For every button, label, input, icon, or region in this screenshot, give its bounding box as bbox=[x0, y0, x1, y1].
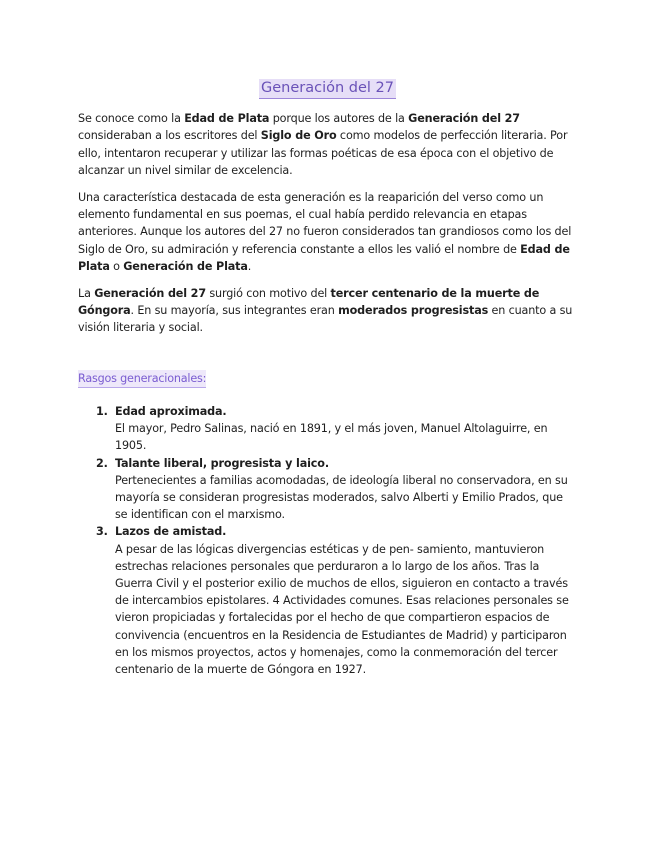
p2-bold-2: Generación de Plata bbox=[123, 260, 248, 274]
p1-text-1: Se conoce como la bbox=[78, 112, 185, 125]
p1-bold-2: Generación del 27 bbox=[408, 112, 520, 125]
p3-bold-2: tercer centenario de la muerte de Góngora bbox=[78, 286, 540, 318]
list-item-text: El mayor, Pedro Salinas, nació en 1891, y el más joven, Manuel Altolaguirre, en 1905. bbox=[115, 422, 548, 453]
list-item-number: 1. bbox=[96, 405, 108, 418]
list-item-heading: Lazos de amistad. bbox=[115, 525, 227, 539]
p1-bold-3: Siglo de Oro bbox=[260, 129, 337, 143]
p2-text-1: Una característica destacada de esta generación es la reaparición del verso como un elemento fundamental en sus poemas, el cual había perdido relevancia en etapas anteriores. Aunque los autores del 27 no fueron considerados tan grandiosos como los del Siglo de Oro, su admiración y referencia constante a ellos les valió el nombre de bbox=[78, 190, 572, 256]
p3-text-3: . En su mayoría, sus integrantes eran bbox=[130, 304, 339, 318]
p3-bold-3: moderados progresistas bbox=[338, 304, 489, 318]
list-item bbox=[96, 455, 576, 524]
list-item-number: 2. bbox=[96, 456, 108, 470]
p3-bold-1: Generación del 27 bbox=[94, 286, 206, 300]
traits-list bbox=[96, 403, 576, 678]
list-item bbox=[96, 523, 576, 678]
page-title: Generación del 27 bbox=[259, 79, 396, 99]
intro-section bbox=[78, 110, 583, 346]
p2-bold-1: Edad de Plata bbox=[78, 242, 570, 274]
list-item-text: Pertenecientes a familias acomodadas, de ideología liberal no conservadora, en su mayoría se consideran progresistas moderados, salvo Alberti y Emilio Prados, que se identifican con el marxismo. bbox=[115, 473, 568, 522]
title-container bbox=[0, 77, 655, 99]
p1-text-4: como modelos de perfección literaria. Por ello, intentaron recuperar y utilizar las formas poéticas de esa época con el objetivo de alcanzar un nivel similar de excelencia. bbox=[78, 129, 568, 178]
p1-text-3: consideraban a los escritores del bbox=[78, 129, 261, 143]
list-item bbox=[96, 403, 576, 455]
paragraph-1 bbox=[78, 110, 583, 180]
p2-text-3: . bbox=[247, 260, 252, 274]
section-heading-rasgos: Rasgos generacionales: bbox=[78, 370, 206, 388]
paragraph-2 bbox=[78, 189, 583, 276]
paragraph-3 bbox=[78, 285, 583, 337]
list-item-text: A pesar de las lógicas divergencias estéticas y de pen- samiento, mantuvieron estrechas relaciones personales que perduraron a lo largo de los años. Tras la Guerra Civil y el posterior exilio de muchos de ellos, siguieron en contacto a través de intercambios epistolares. 4 Actividades comunes. Esas relaciones personales se vieron propiciadas y fortalecidas por el hecho de que compartieron espacios de convivencia (encuentros en la Residencia de Estudiantes de Madrid) y participaron en los mismos proyectos, actos y homenajes, como la conmemoración del tercer centenario de la muerte de Góngora en 1927. bbox=[115, 542, 569, 677]
p1-text-2: porque los autores de la bbox=[269, 112, 409, 125]
p1-bold-1: Edad de Plata bbox=[184, 112, 270, 125]
p3-text-1: La bbox=[78, 286, 95, 300]
p2-text-2: o bbox=[109, 260, 124, 274]
list-item-heading: Talante liberal, progresista y laico. bbox=[115, 456, 329, 470]
p3-text-4: en cuanto a su visión literaria y social. bbox=[78, 304, 573, 335]
list-item-number: 3. bbox=[96, 525, 108, 539]
p3-text-2: surgió con motivo del bbox=[205, 286, 331, 300]
list-item-heading: Edad aproximada. bbox=[115, 405, 227, 418]
